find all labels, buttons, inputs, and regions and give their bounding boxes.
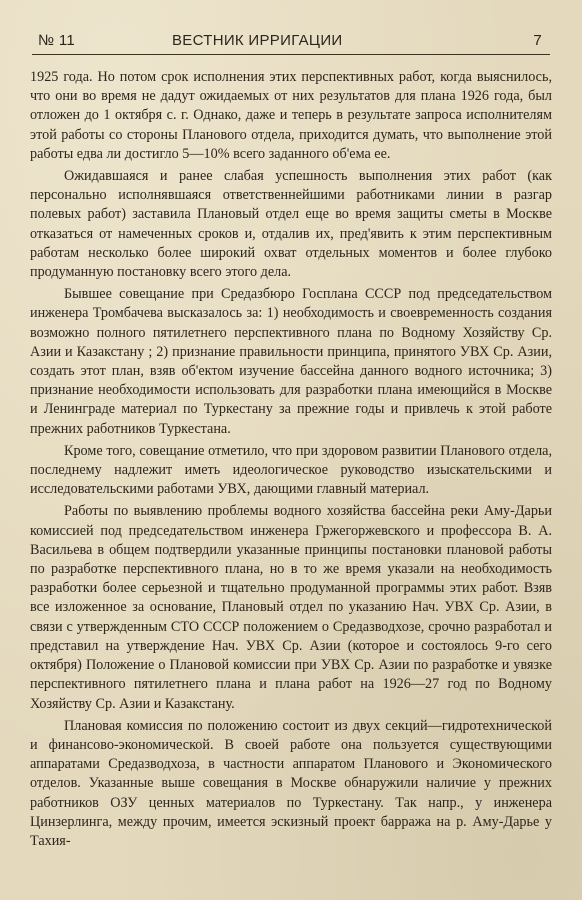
article-body [30, 68, 552, 851]
paragraph: Бывшее совещание при Средазбюро Госплана СССР под председательством инженера Тромбачева высказалось за: 1) необходимость и своевременность создания возможно полного пятилетнего перспективного плана по Водному Хозяйству Ср. Азии и Казакстану ; 2) признание правильности принципа, принятого УВХ Ср. Азии, создать этот план, взяв об'ектом изучение бассейна данного водного источника; 3) признание необходимости использовать для разработки плана имеющийся в Москве и Ленинграде материал по Туркестану за прежние годы и привлечь к этой работе прежних работников Туркестана. [30, 286, 552, 437]
page-number: 7 [533, 32, 542, 49]
journal-title: ВЕСТНИК ИРРИГАЦИИ [172, 32, 343, 49]
paragraph: Работы по выявлению проблемы водного хозяйства бассейна реки Аму-Дарьи комиссией под председательством инженера Гржегоржевского и профессора В. А. Васильева в общем подтвердили указанные принципы постановки плановой работы по разработке перспективного плана, но в то же время указали на необходимость разработки более серьезной и тщательно продуманной программы этих работ. Взяв все изложенное за основание, Плановый отдел по указанию Нач. УВХ Ср. Азии, в связи с утвержденным СТО СССР положением о Средазводхозе, срочно разработал и представил на утверждение Нач. УВХ Ср. Азии (которое и состоялось 9-го сего октября) Положение о Плановой комиссии при УВХ Ср. Азии по разработке и увязке перспективного пятилетнего плана и плана работ на 1926—27 год по Водному Хозяйству Ср. Азии и Казакстану. [30, 503, 552, 712]
paragraph: Кроме того, совещание отметило, что при здоровом развитии Планового отдела, последнему надлежит иметь идеологическое руководство изыскательскими и исследовательскими работами УВХ, дающими главный материал. [30, 442, 552, 498]
paragraph: Плановая комиссия по положению состоит из двух секций—гидротехнической и финансово-экономической. В своей работе она пользуется существующими аппаратами Средазводхоза, в частности аппаратом Планового и Экономического отделов. Указанные выше совещания в Москве обнаружили наличие у прежних работников ОЗУ ценных материалов по Туркестану. Так напр., у инженера Цинзерлинга, между прочим, имеется эскизный проект барража на р. Аму-Дарье у Тахия- [30, 717, 552, 849]
paragraph: 1925 года. Но потом срок исполнения этих перспективных работ, когда выяснилось, что они во время не дадут ожидаемых от них результатов для плана 1926 года, был отложен до 1 октября с. г. Однако, даже и теперь в результате запроса исполнителям этой работы со стороны Планового отдела, приходится думать, что выполнение этой работы едва ли достигло 5—10% всего заданного об'ема ее. [30, 69, 552, 162]
paragraph: Ожидавшаяся и ранее слабая успешность выполнения этих работ (как персонально исполнявшаяся ответственнейшими работниками линии в разгар полевых работ) заставила Плановый отдел еще во время защиты сметы в Москве отказаться от намеченных сроков и, отдалив их, пред'явить к этим перспективным работам несколько более широкий охват отдельных моментов и более глубоко продуманную постановку всего этого дела. [30, 168, 552, 281]
issue-number: № 11 [38, 32, 76, 49]
running-header [32, 30, 550, 55]
